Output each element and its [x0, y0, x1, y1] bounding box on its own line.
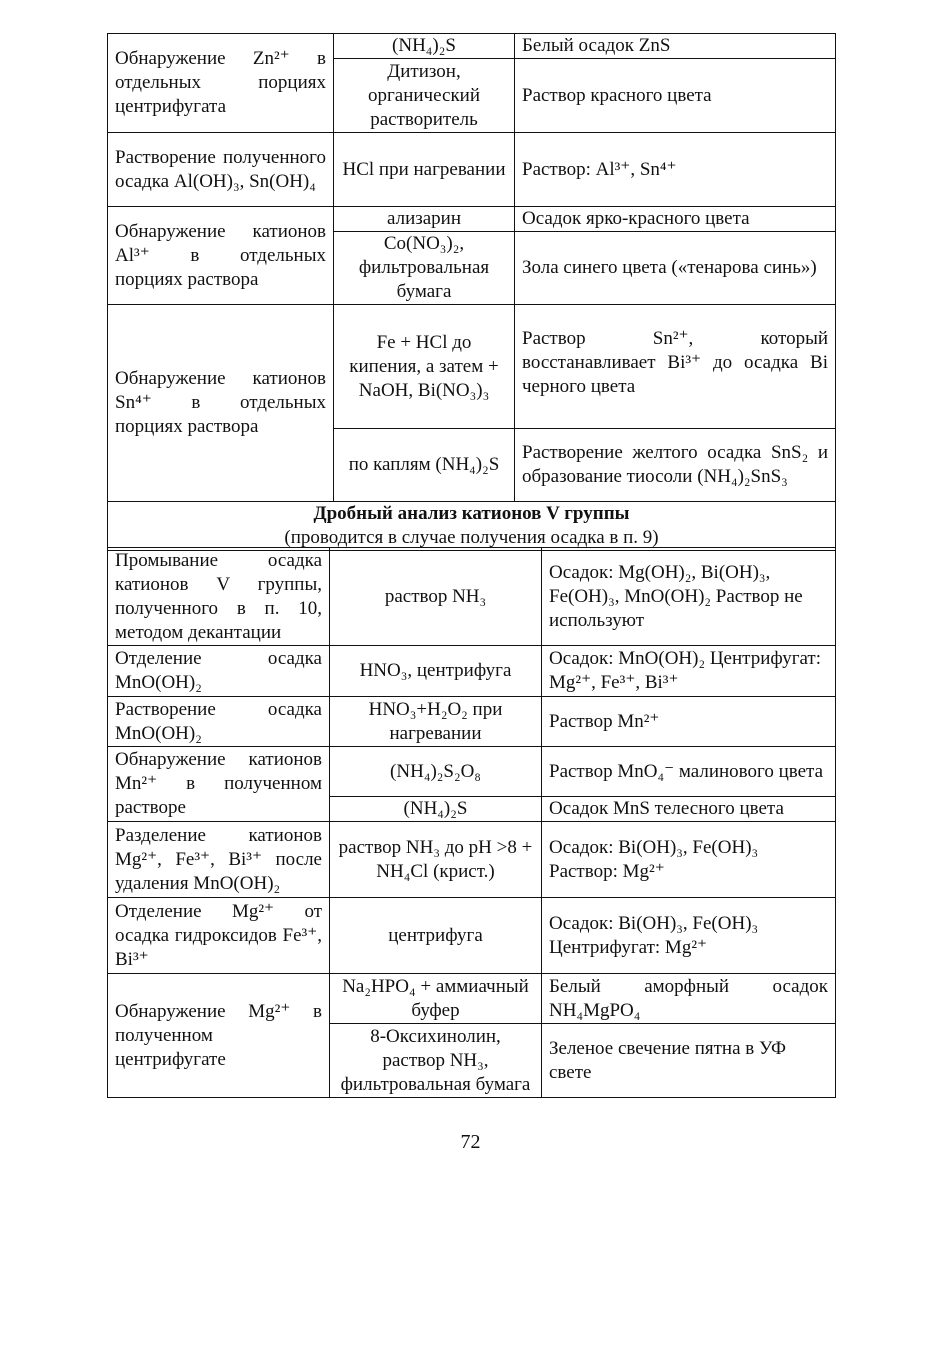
- result-cell: Раствор красного цвета: [515, 59, 836, 133]
- reagent-cell: ализарин: [334, 207, 515, 232]
- page-number: 72: [460, 1131, 481, 1153]
- result-cell: Осадок MnS телесного цвета: [542, 797, 836, 822]
- step-cell: Обнаружение Mg²⁺ в полученном центрифугате: [108, 974, 330, 1098]
- table-row: [108, 133, 836, 207]
- section-header: [108, 502, 836, 551]
- result-cell: Осадок: Bi(OH)₃, Fe(OH)₃ Раствор: Mg²⁺: [542, 822, 836, 898]
- reagent-cell: по каплям (NH₄)₂S: [334, 429, 515, 502]
- result-cell: Зола синего цвета («тенарова синь»): [515, 232, 836, 305]
- section-title: Дробный анализ катионов V группы: [313, 503, 630, 524]
- table-row: [108, 898, 836, 974]
- step-cell: Обнаружение катионов Sn⁴⁺ в отдельных порциях раствора: [108, 305, 334, 502]
- result-cell: Раствор Mn²⁺: [542, 697, 836, 747]
- reagent-cell: 8-Оксихинолин, раствор NH₃, фильтровальная бумага: [330, 1024, 542, 1098]
- table-row: [108, 974, 836, 1024]
- result-cell: Осадок: MnO(OH)₂ Центрифугат: Mg²⁺, Fe³⁺, Bi³⁺: [542, 646, 836, 697]
- reagent-cell: Дитизон, органический растворитель: [334, 59, 515, 133]
- result-cell: Белый осадок ZnS: [515, 34, 836, 59]
- analysis-table-upper: [107, 33, 836, 551]
- result-cell: Осадок: Mg(OH)₂, Bi(OH)₃, Fe(OH)₃, MnO(OH)₂ Раствор не используют: [542, 548, 836, 646]
- analysis-table-lower: [107, 547, 836, 1098]
- section-subtitle: (проводится в случае получения осадка в п. 9): [284, 527, 659, 548]
- step-cell: Растворение полученного осадка Al(OH)₃, Sn(OH)₄: [108, 133, 334, 207]
- step-cell: Отделение Mg²⁺ от осадка гидроксидов Fe³⁺, Bi³⁺: [108, 898, 330, 974]
- reagent-cell: HNO₃, центрифуга: [330, 646, 542, 697]
- result-cell: Раствор: Al³⁺, Sn⁴⁺: [515, 133, 836, 207]
- result-cell: Осадок: Bi(OH)₃, Fe(OH)₃ Центрифугат: Mg²⁺: [542, 898, 836, 974]
- step-cell: Растворение осадка MnO(OH)₂: [108, 697, 330, 747]
- reagent-cell: (NH₄)₂S: [330, 797, 542, 822]
- result-cell: Раствор MnO₄⁻ малинового цвета: [542, 747, 836, 797]
- table-row: [108, 747, 836, 797]
- section-header-row: [108, 502, 836, 551]
- reagent-cell: HCl при нагревании: [334, 133, 515, 207]
- result-cell: Белый аморфный осадок NH₄MgPO₄: [542, 974, 836, 1024]
- reagent-cell: HNO₃+H₂O₂ при нагревании: [330, 697, 542, 747]
- table-row: [108, 697, 836, 747]
- result-cell: Растворение желтого осадка SnS₂ и образование тиосоли (NH₄)₂SnS₃: [515, 429, 836, 502]
- step-cell: Отделение осадка MnO(OH)₂: [108, 646, 330, 697]
- table-row: [108, 822, 836, 898]
- reagent-cell: Co(NO₃)₂, фильтровальная бумага: [334, 232, 515, 305]
- reagent-cell: раствор NH₃ до pH >8 + NH₄Cl (крист.): [330, 822, 542, 898]
- reagent-cell: Fe + HCl до кипения, а затем + NaOH, Bi(NO₃)₃: [334, 305, 515, 429]
- reagent-cell: Na₂HPO₄ + аммиачный буфер: [330, 974, 542, 1024]
- table-row: [108, 207, 836, 232]
- step-cell: Обнаружение катионов Mn²⁺ в полученном растворе: [108, 747, 330, 822]
- reagent-cell: раствор NH₃: [330, 548, 542, 646]
- table-row: [108, 34, 836, 59]
- table-row: [108, 646, 836, 697]
- table-row: [108, 548, 836, 646]
- reagent-cell: (NH₄)₂S₂O₈: [330, 747, 542, 797]
- step-cell: Обнаружение Zn²⁺ в отдельных порциях центрифугата: [108, 34, 334, 133]
- step-cell: Обнаружение катионов Al³⁺ в отдельных порциях раствора: [108, 207, 334, 305]
- table-row: [108, 305, 836, 429]
- result-cell: Осадок ярко-красного цвета: [515, 207, 836, 232]
- result-cell: Раствор Sn²⁺, который восстанавливает Bi³⁺ до осадка Bi черного цвета: [515, 305, 836, 429]
- reagent-cell: (NH₄)₂S: [334, 34, 515, 59]
- step-cell: Разделение катионов Mg²⁺, Fe³⁺, Bi³⁺ после удаления MnO(OH)₂: [108, 822, 330, 898]
- reagent-cell: центрифуга: [330, 898, 542, 974]
- result-cell: Зеленое свечение пятна в УФ свете: [542, 1024, 836, 1098]
- step-cell: Промывание осадка катионов V группы, полученного в п. 10, методом декантации: [108, 548, 330, 646]
